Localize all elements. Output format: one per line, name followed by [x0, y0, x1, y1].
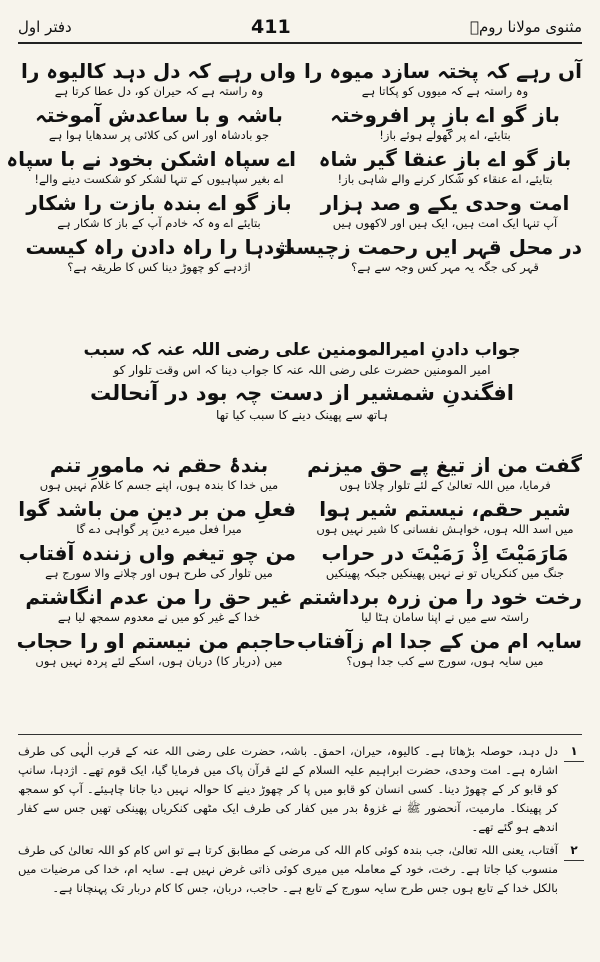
couplet — [304, 58, 582, 99]
couplet — [18, 496, 296, 537]
couplet — [18, 540, 296, 581]
translation-line: فرمایا، میں اللہ تعالیٰ کے لئے تلوار چلاتا ہوں — [339, 478, 551, 492]
verse-line: غیر حق را من عدم انگاشتم — [25, 585, 293, 609]
translation-line: وہ راستہ ہے کہ حیران کو، دل عطا کرتا ہے — [54, 84, 264, 98]
couplet — [308, 146, 582, 187]
translation-line: میں (دربار کا) دربان ہوں، اسکے لئے پردہ نہیں ہوں — [35, 654, 283, 668]
section-heading-translation: امیر المومنین حضرت علی رضی اللہ عنہ کا جواب دینا کہ اس وقت تلوار کو — [113, 363, 491, 377]
translation-line: میں تلوار کی طرح ہوں اور چلانے والا سورج ہے — [45, 566, 273, 580]
verse-line: امت وحدی یکے و صد ہزار — [320, 191, 570, 215]
top-right-column — [275, 58, 582, 278]
verse-line: سایہ ام من کے جدا ام زآفتاب — [297, 629, 582, 653]
translation-line: میں خدا کا بندہ ہوں، اپنے جسم کا غلام نہیں ہوں — [39, 478, 279, 492]
section-label: دفتر اول — [18, 18, 72, 36]
verse-line: رخت خود را من زرہ برداشتم — [298, 585, 582, 609]
translation-line: جنگ میں کنکریاں تو نے نہیں پھینکیں جبکہ پھینکیں — [325, 566, 565, 580]
verse-line: من چو تیغم واں زنندہ آفتاب — [18, 541, 296, 565]
translation-line: خدا کے غیر کو میں نے معدوم سمجھ لیا ہے — [57, 610, 261, 624]
verse-line: باز گو اے بندہ بازت را شکار — [26, 191, 292, 215]
couplet — [308, 452, 582, 493]
verse-line: بندۂ حقم نہ مامورِ تنم — [49, 453, 269, 477]
verse-line: اژدہا را راہ دادن راہ کیست — [25, 235, 293, 259]
couplet — [308, 496, 582, 537]
verse-line: آں رہے کہ پختہ سازد میوہ را — [304, 59, 582, 83]
translation-line: وہ راستہ ہے کہ میووں کو پکاتا ہے — [361, 84, 529, 98]
translation-line: میں اسد اللہ ہوں، خواہش نفسانی کا شیر نہیں ہوں — [316, 522, 574, 536]
verse-line: فعلِ من بر دینِ من باشد گوا — [18, 497, 296, 521]
translation-line: اے بغیر سپاہیوں کے تنہا لشکر کو شکست دینے والے! — [34, 172, 284, 186]
translation-line: راستہ سے میں نے اپنا سامان ہٹا لیا — [361, 610, 529, 624]
footnote-text: آفتاب، یعنی اللہ تعالیٰ، جب بندہ کوئی کام اللہ کی مرضی کے مطابق کرتا ہے تو اس کام کو اللہ تعالیٰ کی طرف منسوب کیا جاتا ہے۔ رخت، خود کے معاملہ میں میری کوئی ذاتی غرض نہیں ہے۔ سایہ ام، خدا کی مرضیات میں بالکل خدا کے تابع ہوں جس طرح سایہ سورج کے تابع ہے۔ حاجب، دربان، جس کا کام دربار تک پہنچانا ہے۔ — [18, 843, 558, 895]
translation-line: میں سایہ ہوں، سورج سے کب جدا ہوں؟ — [346, 654, 544, 668]
footnote-number: ۲ — [564, 841, 584, 861]
page-header — [18, 12, 582, 44]
top-left-column — [6, 58, 296, 278]
translation-line: قہر کی جگہ یہ مہر کس وجہ سے ہے؟ — [351, 260, 539, 274]
couplet — [308, 102, 582, 143]
couplet — [22, 234, 296, 275]
bottom-left-column — [16, 452, 296, 672]
couplet — [16, 628, 296, 669]
verse-line: در محل قہر ایں رحمت زچیست — [275, 235, 582, 259]
couplet — [297, 628, 582, 669]
couplet — [22, 584, 296, 625]
couplet — [275, 234, 582, 275]
couplet — [22, 452, 296, 493]
verse-line: باز گو اے بازِ عنقا گیر شاہ — [318, 147, 572, 171]
footnote — [18, 742, 578, 837]
bottom-right-column — [297, 452, 582, 672]
translation-line: بتایئے، اے عنقاء کو شکار کرنے والے شاہی باز! — [337, 172, 553, 186]
translation-line: میرا فعل میرے دین پر گواہی دے گا — [76, 522, 242, 536]
translation-line: بتایئے اے وہ کہ خادم آپ کے باز کا شکار ہے — [57, 216, 261, 230]
couplet — [6, 146, 296, 187]
section-heading-translation-continued: ہاتھ سے پھینک دینے کا سبب کیا تھا — [216, 408, 388, 422]
section-heading-continued: افگندنِ شمشیر از دست چہ بود در آنحالت — [90, 381, 514, 405]
page-number: 411 — [251, 16, 291, 38]
footnote — [18, 841, 578, 898]
footnote-divider — [18, 734, 582, 735]
couplet — [308, 190, 582, 231]
verse-line: باز گو اے بازِ پر افروختہ — [330, 103, 560, 127]
footnote-text: دل دہد، حوصلہ بڑھاتا ہے۔ کالیوہ، حیران، احمق۔ باشہ، حضرت علی رضی اللہ عنہ کے قرب الٰہی کی طرف اشارہ ہے۔ امت وحدی، حضرت ابراہیم علیہ السلام کے لئے قرآن پاک میں فرمایا گیا، ایک قوم تھے۔ اژدہا، سانپ کو قابو کر کے چھوڑ دینا۔ کسی انسان کو قابو میں پا کر چھوڑ دینے کا حوالہ نہیں دیا جانا چاہیئے۔ آپ کو سمجھ کر پھینکا۔ مارمیت، آنحضور ﷺ نے غزوۂ بدر میں کفار کی طرف ایک مٹھی کنکریاں پھینکی تھیں جس سے کفار اندھے ہو گئے تھے۔ — [18, 744, 558, 834]
book-title: مثنوی مولانا رومؒ — [470, 18, 582, 36]
couplet — [298, 584, 582, 625]
verse-line: باشہ و با ساعدش آموختہ — [35, 103, 283, 127]
verse-line: اے سپاہ اشکن بخود نے با سپاہ — [6, 147, 296, 171]
couplet — [22, 190, 296, 231]
section-heading: جواب دادنِ امیرالمومنین علی رضی اللہ عنہ کہ سبب — [83, 340, 521, 360]
section-heading-block — [22, 338, 582, 424]
translation-line: جو بادشاہ اور اس کی کلائی پر سدھایا ہوا ہے — [48, 128, 270, 142]
couplet — [22, 58, 296, 99]
verse-line: واں رہے کہ دل دہد کالیوہ را — [20, 59, 296, 83]
translation-line: بتایئے، اے پر کھولے ہوئے باز! — [379, 128, 511, 142]
verse-line: شیر حقم، نیستم شیر ہوا — [319, 497, 571, 521]
translation-line: اژدہے کو چھوڑ دینا کس کا طریقہ ہے؟ — [67, 260, 251, 274]
verse-line: مَارَمَیْتَ اِذْ رَمَیْتَ در حراب — [321, 541, 569, 565]
couplet — [22, 102, 296, 143]
verse-line: حاجبم من نیستم او را حجاب — [16, 629, 296, 653]
couplet — [308, 540, 582, 581]
footnote-number: ۱ — [564, 742, 584, 762]
verse-line: گفت من از تیغ پے حق میزنم — [307, 453, 582, 477]
translation-line: آپ تنہا ایک امت ہیں، ایک ہیں اور لاکھوں ہیں — [332, 216, 558, 230]
footnotes — [18, 742, 578, 902]
